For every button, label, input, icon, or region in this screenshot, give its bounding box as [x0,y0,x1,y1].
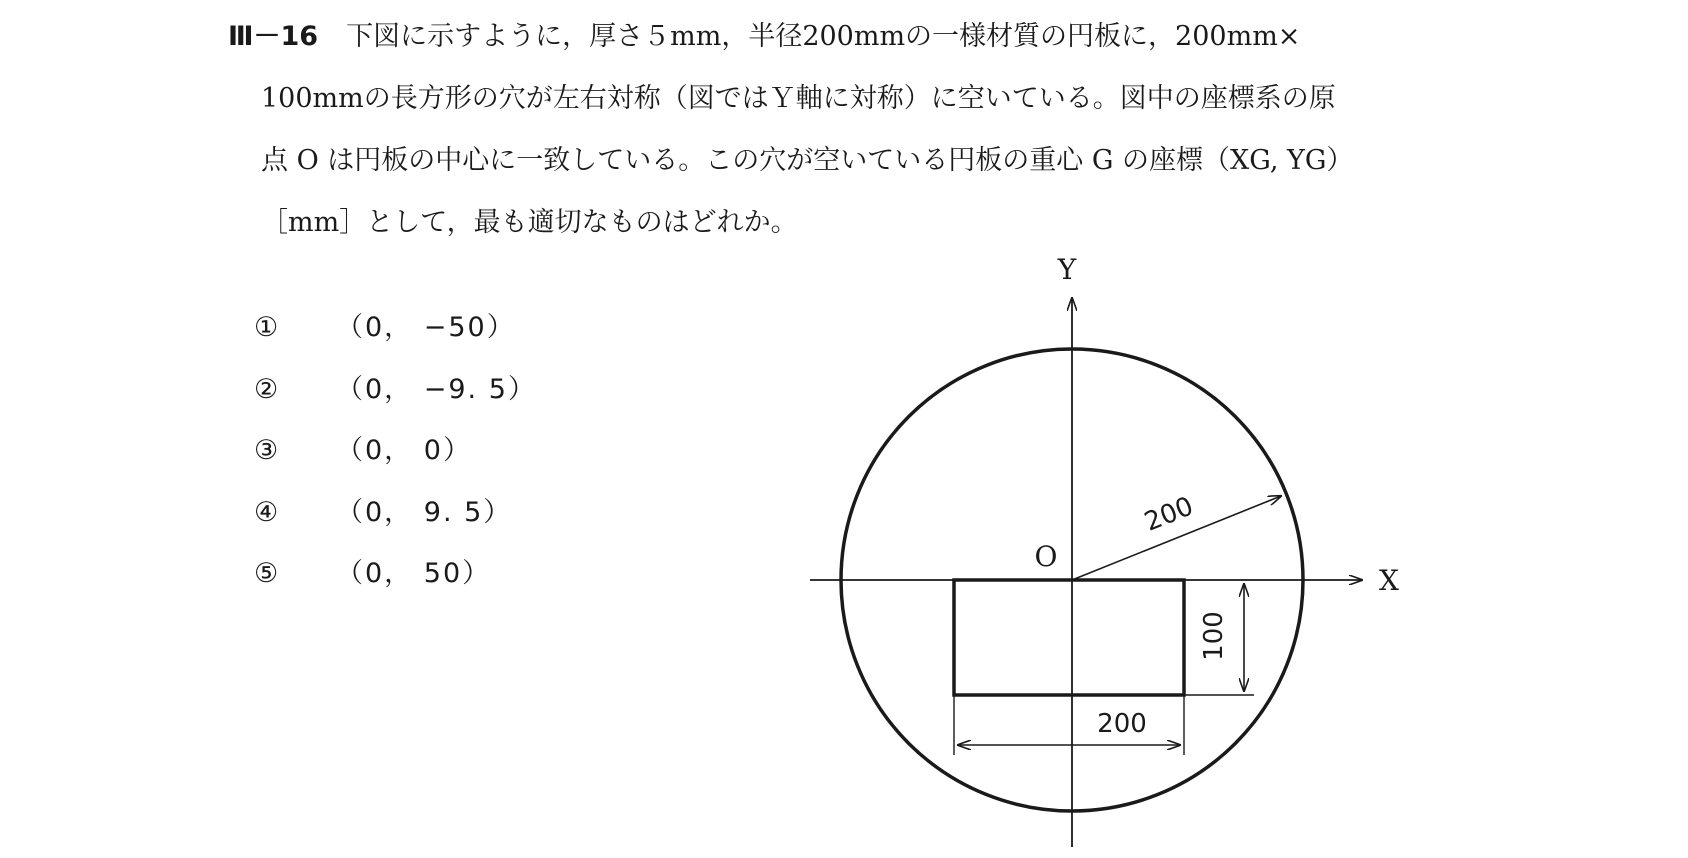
x-axis-label: X [1379,564,1399,597]
question-text-line: 下図に示すように，厚さ５mm，半径200mmの一様材質の円板に，200mm× [346,21,1301,52]
hole-height-label: 100 [1199,611,1229,661]
question-number: Ⅲ－16 [228,21,319,52]
choice-value: （0， −50） [336,312,516,343]
choice-value: （0， 9. 5） [336,496,513,528]
radius-label: 200 [1140,491,1198,538]
choice-value: （0， 50） [336,558,492,589]
question-line-4: ［mm］として，最も適切なものはどれか。 [261,207,798,238]
rectangular-hole [954,580,1184,695]
question-line-3: 点 O は円板の中心に一致している。この穴が空いている円板の重心 G の座標（XG, YG） [261,145,1354,176]
origin-label: O [1034,540,1058,573]
choice-value: （0， −9. 5） [336,373,537,405]
choice-mark: ② [254,373,279,405]
question-line-2: 100mmの長方形の穴が左右対称（図ではＹ軸に対称）に空いている。図中の座標系の原 [261,83,1336,114]
choice-mark: ④ [254,496,279,528]
choice-mark: ① [254,312,279,343]
choice-value: （0， 0） [336,435,472,466]
choice-mark: ③ [254,435,279,466]
choice-mark: ⑤ [254,558,279,589]
hole-width-label: 200 [1097,709,1147,739]
y-axis-label: Y [1057,253,1077,286]
